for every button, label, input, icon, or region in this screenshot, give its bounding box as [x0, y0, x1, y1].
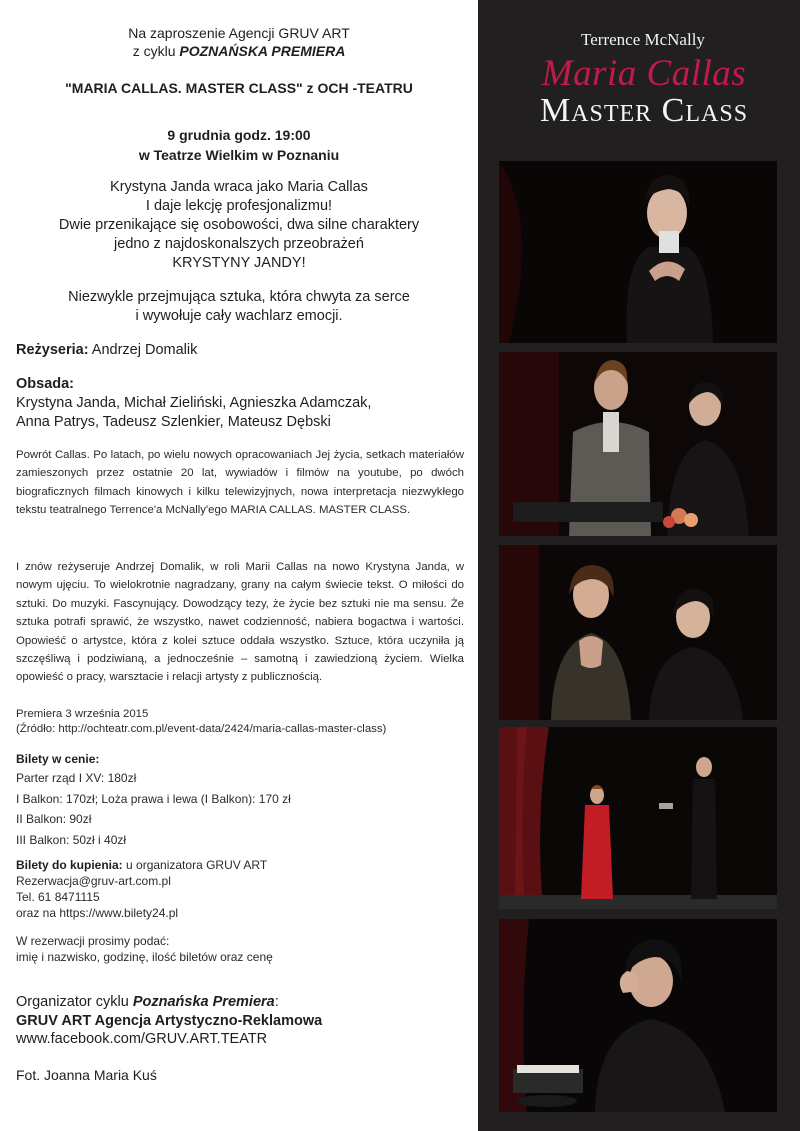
invitation-line: Na zaproszenie Agencji GRUV ART: [128, 25, 350, 41]
price-list: [16, 768, 464, 850]
stage-photo: [499, 352, 777, 536]
premiere-info: [16, 707, 464, 737]
cast-line: Krystyna Janda, Michał Zieliński, Agnieszka Adamczak,: [16, 395, 372, 411]
purchase-label: Bilety do kupienia:: [16, 858, 123, 872]
tagline-line: i wywołuje cały wachlarz emocji.: [135, 308, 343, 324]
stage-photo-image: [499, 545, 777, 720]
series-line: z cyklu POZNAŃSKA PREMIERA: [132, 43, 346, 59]
organizer-agency: GRUV ART Agencja Artystyczno-Reklamowa: [16, 1012, 323, 1029]
stage-photo: [499, 919, 777, 1112]
premiere-date: Premiera 3 września 2015: [16, 708, 149, 720]
poster-panel: [478, 0, 800, 1131]
tagline-line: I daje lekcję profesjonalizmu!: [145, 198, 333, 214]
tagline: [0, 178, 478, 273]
stage-photo-image: [499, 727, 777, 909]
organizer-block: [16, 993, 464, 1049]
event-date: 9 grudnia godz. 19:00: [167, 127, 311, 143]
tagline-line: jedno z najdoskonalszych przeobrażeń: [114, 236, 364, 252]
price-item: III Balkon: 50zł i 40zł: [16, 832, 127, 847]
stage-photo-image: [499, 161, 777, 343]
description-paragraph: I znów reżyseruje Andrzej Domalik, w roli Marii Callas na nowo Krystyna Janda, w nowym ujęciu. To wielokrotnie nagradzany, grany na całym świecie tekst. O miłości do sztuki. Do muzyki. Fascynujący. Dowodzący tezy, że życie bez sztuki nie ma sensu. Że sztuka potrafi sprawić, że wszystko, nawet codzienność, nabiera bogactwa i wartości. Opowieść o artystce, która z kolei sztuce oddała wszystko. Sztuce, która uczyniła ją szczęśliwą i podziwianą, a jednocześnie – samotną i zawiedzioną życiem. Wielka opowieść o pracy, warsztacie i relacji artysty z publicznością.: [16, 561, 464, 684]
tagline-secondary: [0, 288, 478, 326]
poster-subtitle: Master Class: [539, 92, 749, 129]
tagline-line: Niezwykle przejmująca sztuka, która chwyta za serce: [68, 289, 410, 305]
stage-photo: [499, 727, 777, 909]
date-venue-block: [0, 125, 478, 165]
event-venue: w Teatrze Wielkim w Poznaniu: [138, 147, 340, 163]
director-label: Reżyseria:: [16, 342, 89, 358]
director: [16, 342, 464, 358]
price-item: Parter rząd I XV: 180zł: [16, 771, 137, 785]
tagline-line: Krystyna Janda wraca jako Maria Callas: [110, 179, 368, 195]
tagline-line: Dwie przenikające się osobowości, dwa silne charaktery: [58, 217, 420, 233]
organizer-series: Poznańska Premiera: [132, 994, 275, 1010]
stage-photo-image: [499, 352, 777, 536]
show-title: "MARIA CALLAS. MASTER CLASS" z OCH -TEATRU: [65, 80, 413, 96]
source-link: (Źródło: http://ochteatr.com.pl/event-data/2424/maria-callas-master-class): [16, 723, 387, 735]
purchase-info: [16, 857, 464, 921]
description-paragraph: Powrót Callas. Po latach, po wielu nowych opracowaniach Jej życia, setkach materiałów zamieszonych przez ostatnie 20 lat, wywiadów i filmów na youtube, po dwóch biograficznych filmach kinowych i kilku telewizyjnych, nowa interpretacja niezwykłego tekstu teatralnego Terrence'a McNally'ego MARIA CALLAS. MASTER CLASS.: [16, 449, 464, 517]
organizer-line: Organizator cyklu Poznańska Premiera:: [16, 994, 279, 1010]
director-name: Andrzej Domalik: [88, 342, 198, 358]
cast-line: Anna Patrys, Tadeusz Szlenkier, Mateusz Dębski: [16, 414, 331, 430]
price-item: II Balkon: 90zł: [16, 812, 92, 826]
invitation-block: [0, 24, 478, 60]
phone-number: Tel. 61 8471115: [16, 890, 100, 904]
photo-credit: Fot. Joanna Maria Kuś: [16, 1067, 157, 1083]
series-name: POZNAŃSKA PREMIERA: [179, 43, 346, 59]
stage-photo: [499, 545, 777, 720]
purchase-line: Bilety do kupienia: u organizatora GRUV ART: [16, 858, 268, 872]
author-name: Terrence McNally: [581, 30, 705, 49]
cast-list: [16, 394, 464, 432]
reservation-note: W rezerwacji prosimy podać: imię i nazwisko, godzinę, ilość biletów oraz cenę: [16, 934, 273, 964]
reservation-email: Rezerwacja@gruv-art.com.pl: [16, 874, 171, 888]
tickets-label: Bilety w cenie:: [16, 752, 100, 766]
online-tickets-link: oraz na https://www.bilety24.pl: [16, 906, 179, 920]
stage-photo-image: [499, 919, 777, 1112]
price-item: I Balkon: 170zł; Loża prawa i lewa (I Balkon): 170 zł: [16, 791, 291, 806]
cast-label: Obsada:: [16, 376, 75, 392]
tagline-line: KRYSTYNY JANDY!: [172, 255, 306, 271]
facebook-link: www.facebook.com/GRUV.ART.TEATR: [16, 1031, 268, 1047]
poster-title: Maria Callas: [541, 53, 747, 94]
stage-photo: [499, 161, 777, 343]
